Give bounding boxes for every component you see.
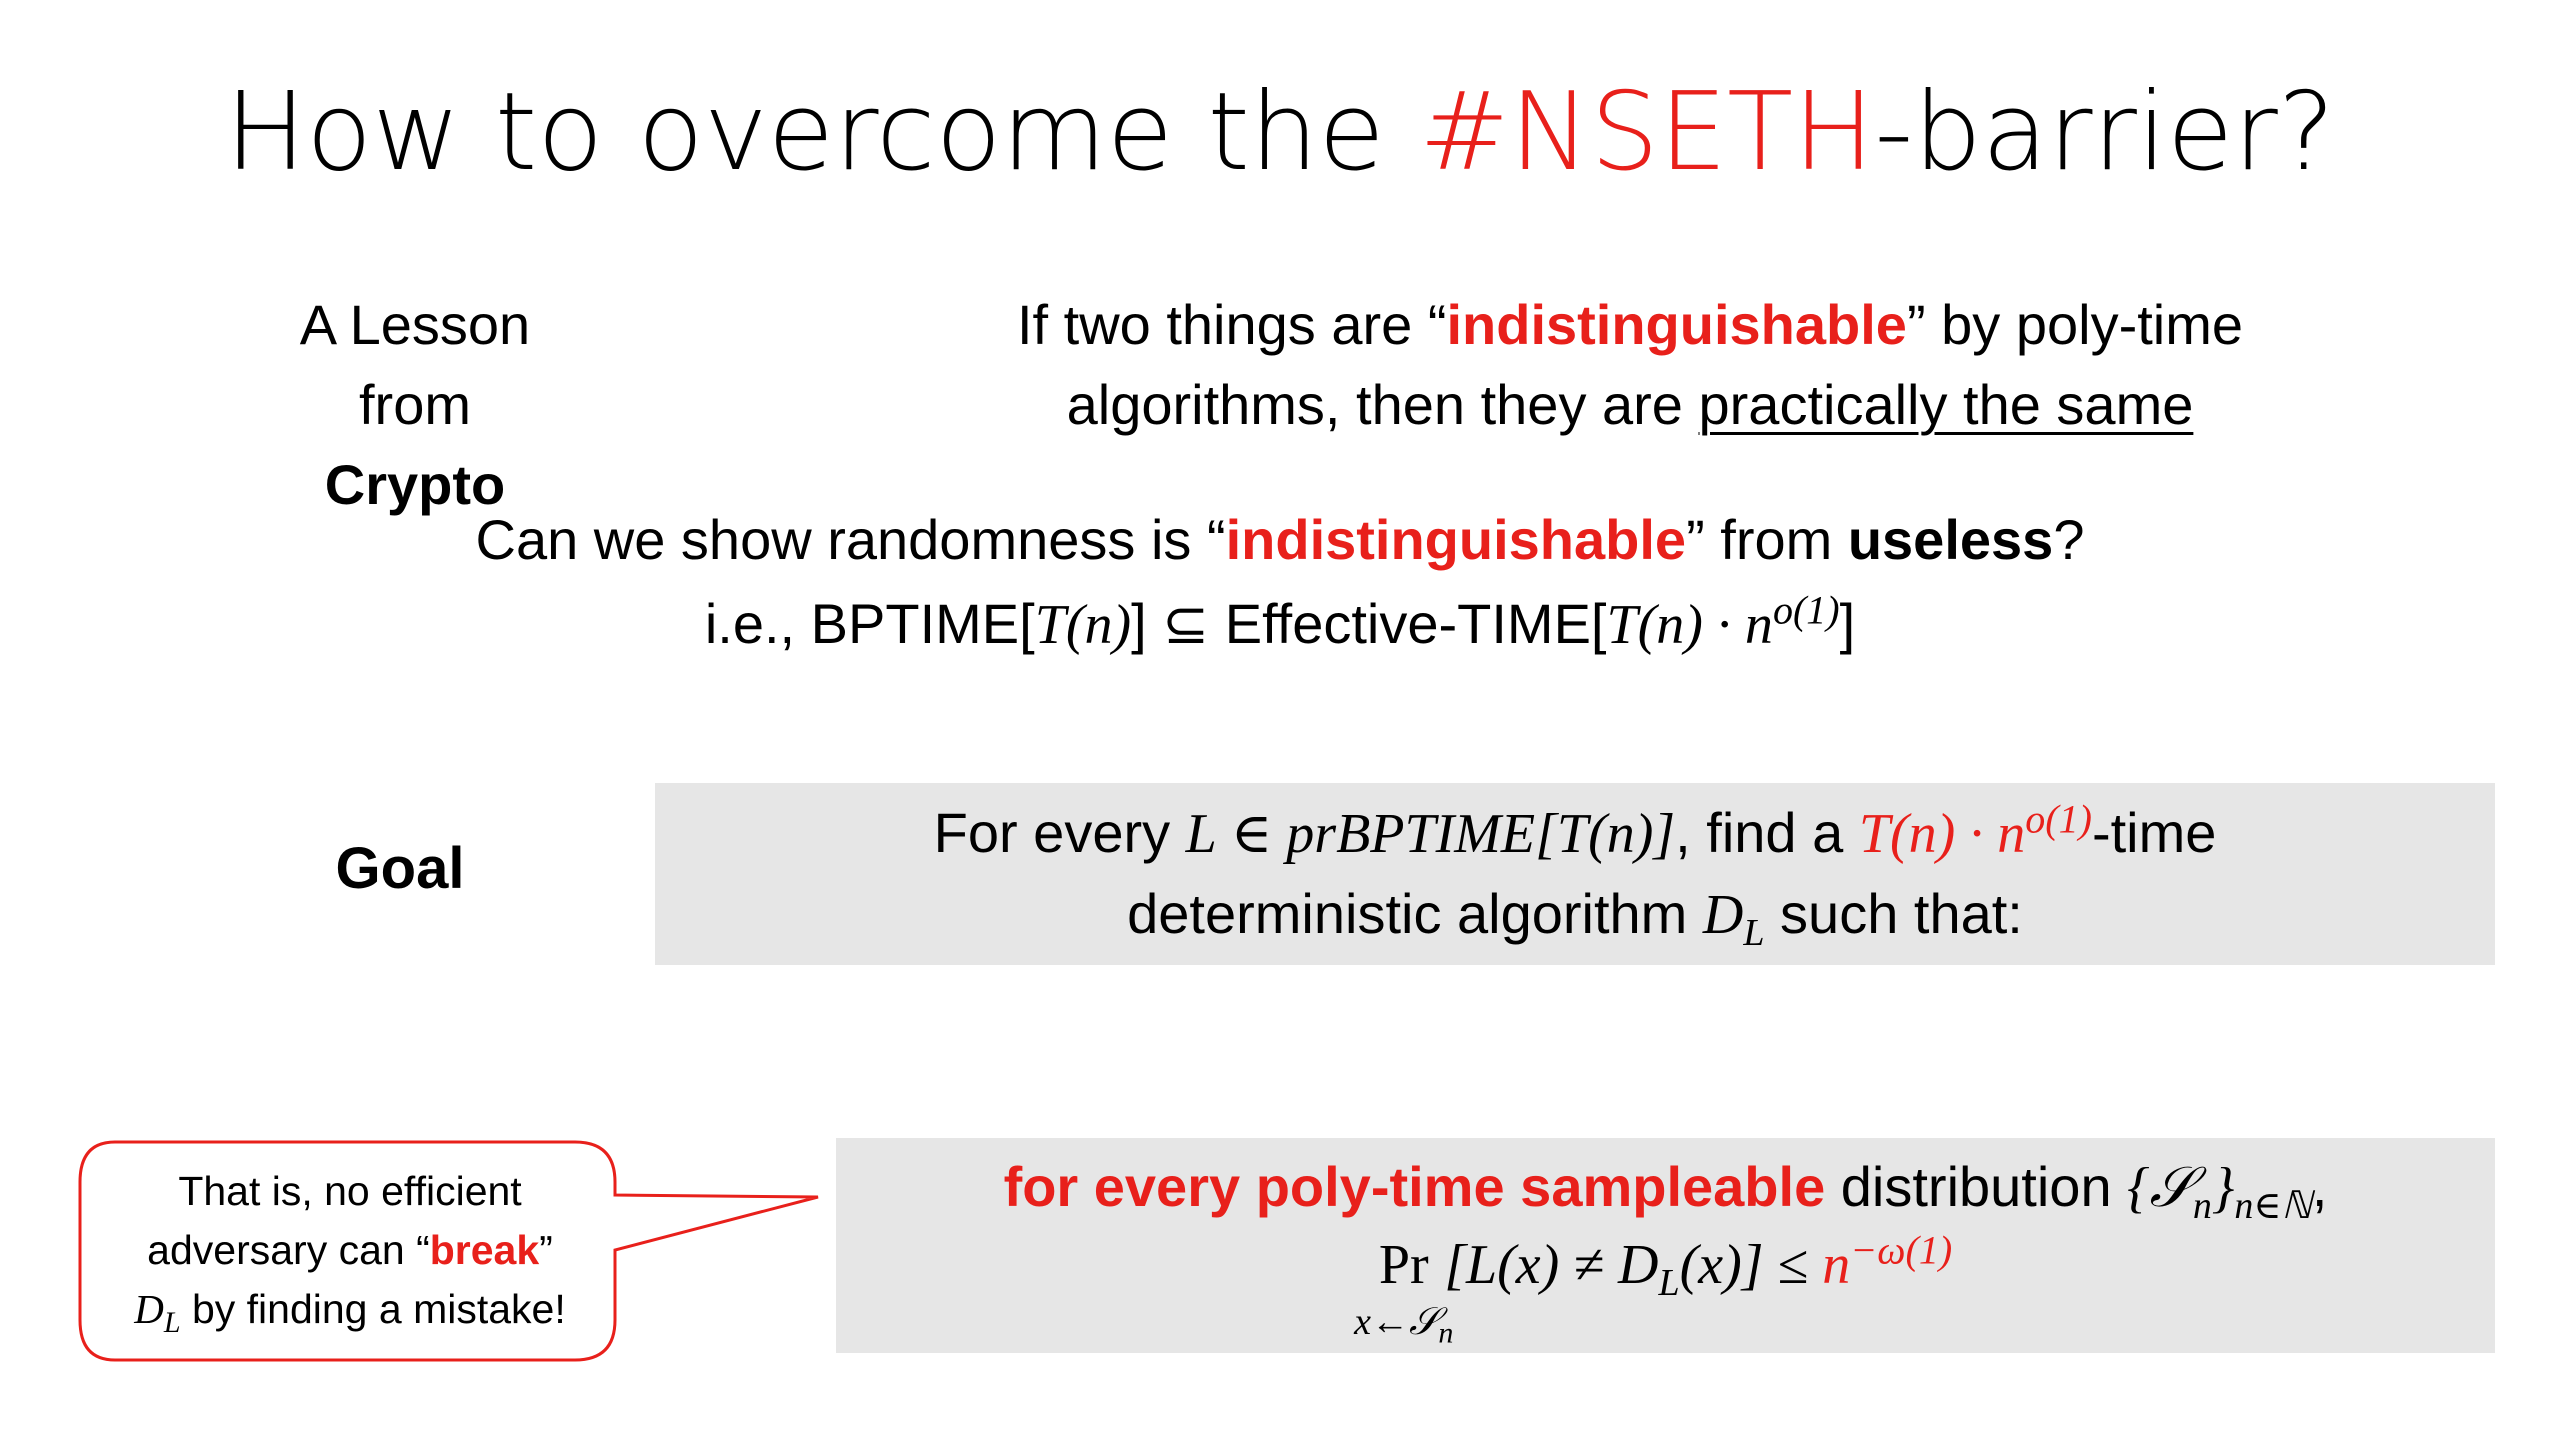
- goal-pre: For every: [933, 801, 1186, 864]
- question-highlight: indistinguishable: [1225, 508, 1687, 571]
- callout-text: [90, 1162, 610, 1339]
- goal-arg: [T(n)]: [1535, 803, 1676, 865]
- pr-sub-text: x←𝒮: [1354, 1301, 1439, 1343]
- ie-mid: ] ⊆ Effective-TIME[: [1131, 592, 1607, 655]
- condition-set-close: }: [2211, 1157, 2235, 1219]
- pr-sub-n: n: [1438, 1316, 1454, 1350]
- callout-break: break: [429, 1227, 540, 1273]
- goal-red-sup: o(1): [2025, 796, 2092, 842]
- condition-set: {𝒮: [2127, 1157, 2193, 1219]
- goal-in: ∈: [1216, 803, 1287, 865]
- question-bold: useless: [1847, 508, 2054, 571]
- callout-D-sub: L: [163, 1306, 181, 1340]
- condition-mid: distribution: [1825, 1155, 2128, 1218]
- crypto-underlined: practically the same: [1698, 373, 2194, 436]
- ie-pre: i.e., BPTIME[: [704, 592, 1035, 655]
- goal-L: L: [1185, 803, 1217, 865]
- crypto-line2-pre: algorithms, then they are: [1066, 373, 1699, 436]
- callout-line2-pre: adversary can “: [147, 1227, 430, 1273]
- goal-D-sub: L: [1743, 912, 1765, 955]
- callout-line3-post: by finding a mistake!: [180, 1286, 566, 1332]
- ie-sup: o(1): [1772, 587, 1840, 633]
- question-mid: ” from: [1686, 508, 1848, 571]
- callout-line1: That is, no efficient: [178, 1168, 522, 1214]
- condition-red: for every poly-time sampleable: [1003, 1155, 1826, 1218]
- callout-line2: [90, 1221, 610, 1280]
- callout-line2-post: ”: [539, 1227, 553, 1273]
- goal-post: -time: [2091, 801, 2217, 864]
- title-pre: How to overcome the: [224, 70, 1420, 195]
- title-post: -barrier?: [1874, 70, 2336, 195]
- callout-line3: [90, 1280, 610, 1339]
- condition-bound-sup: −ω(1): [1850, 1227, 1953, 1273]
- callout-D: D: [134, 1286, 164, 1332]
- condition-comma: ,: [2311, 1155, 2328, 1218]
- crypto-highlight: indistinguishable: [1446, 293, 1907, 356]
- goal-mid: , find a: [1675, 801, 1859, 864]
- lesson-line2: Crypto: [324, 453, 506, 516]
- ie-tn: T(n): [1034, 594, 1132, 656]
- question-pre: Can we show randomness is “: [475, 508, 1226, 571]
- goal-D: D: [1702, 884, 1744, 946]
- condition-set-sub: n∈ℕ: [2234, 1185, 2312, 1228]
- condition-bound: n: [1822, 1234, 1851, 1296]
- lesson-line1: A Lesson from: [299, 293, 531, 436]
- question-end: ?: [2053, 508, 2085, 571]
- condition-set-sub-n: n: [2192, 1185, 2212, 1228]
- ie-tn2: T(n) · n: [1606, 594, 1773, 656]
- pr-label: Pr: [1378, 1234, 1429, 1296]
- goal-line2-post: such that:: [1764, 882, 2023, 945]
- goal-line2-pre: deterministic algorithm: [1127, 882, 1703, 945]
- goal-label: Goal: [335, 836, 465, 901]
- title-highlight: #NSETH: [1419, 70, 1875, 195]
- crypto-mid: ” by poly-time: [1906, 293, 2244, 356]
- goal-class: prBPTIME: [1286, 803, 1536, 865]
- goal-red-time: T(n) · n: [1858, 803, 2026, 865]
- condition-expr-end: (x)] ≤: [1679, 1234, 1823, 1296]
- condition-expr-sub: L: [1658, 1262, 1680, 1305]
- ie-end: ]: [1839, 592, 1856, 655]
- crypto-pre: If two things are “: [1016, 293, 1447, 356]
- condition-expr: [L(x) ≠ D: [1444, 1234, 1659, 1296]
